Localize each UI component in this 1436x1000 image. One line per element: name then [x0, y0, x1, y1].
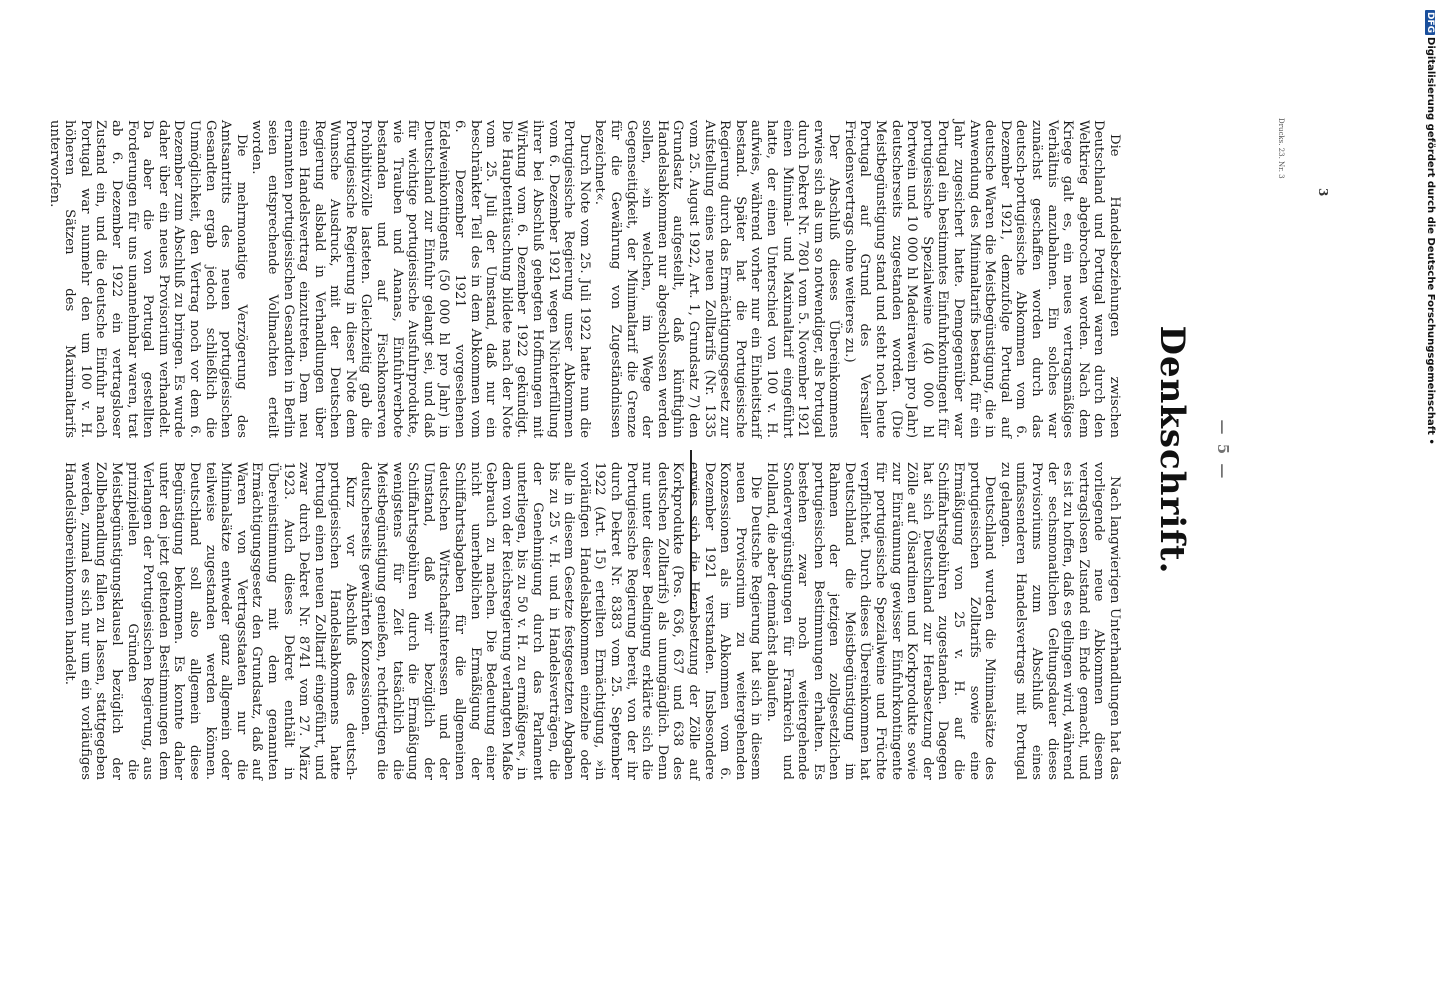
text-column-right: [62, 462, 1122, 780]
paragraph: Die mehrmonatige Verzögerung des Amtsantritts des neuen portugiesischen Gesandten ergab jedoch schließlich die Unmöglichkeit, den Vertrag noch vor dem 6. Dezember zum Abschluß zu bringen. Es wurde daher über ein neues Provisorium verhandelt. Da aber die von Portugal gestellten Forderungen für uns unannehmbar waren, trat ab 6. Dezember 1922 ein vertragsloser Zustand ein, und die deutsche Einfuhr nach Portugal war nunmehr den um 100 v. H. höheren Sätzen des Maximaltarifs unterworfen.: [46, 120, 249, 438]
end-rule-divider: [690, 450, 692, 610]
rotated-document-sheet: [46, 120, 1232, 780]
paragraph: Die Deutsche Regierung hat sich in diesem neuen Provisorium zu weitergehenden Konzessionen als im Abkommen vom 6. Dezember 1921 verstanden. Insbesondere erwies sich die Herabsetzung der Zölle auf Korkprodukte (Pos. 636, 637 und 638 des deutschen Zolltarifs) als unumgänglich. Denn nur unter dieser Bedingung erklärte sich die Portugiesische Regierung bereit, von der ihr durch Dekret Nr. 8383 vom 25. September 1922 (Art. 15) erteilten Ermächtigung, »in vorläufigen Handelsabkommen einzelne oder alle in diesem Gesetze festgesetzten Abgaben bis zu 25 v. H. und in Handelsverträgen, die der Genehmigung durch das Parlament unterliegen, bis zu 50 v. H. zu ermäßigen«, in dem von der Reichsregierung verlangten Maße Gebrauch zu machen. Die Bedeutung einer nicht unerheblichen Ermäßigung der Schiffahrtsabgaben für die allgemeinen deutschen Wirtschaftsinteressen und der Umstand, daß wir bezüglich der Schiffahrtsgebühren durch die Ermäßigung wenigstens für Zeit tatsächlich die Meistbegünstigung genießen, rechtfertigen die deutscherseits gewährten Konzessionen.: [358, 462, 764, 780]
paragraph: Die Handelsbeziehungen zwischen Deutschland und Portugal waren durch den Weltkrieg abgebrochen worden. Nach dem Kriege galt es, ein neues vertragsmäßiges Verhältnis anzubahnen. Ein solches war zunächst geschaffen worden durch das deutsch-portugiesische Abkommen vom 6. Dezember 1921, demzufolge Portugal auf deutsche Waren die Meistbegünstigung, die in Anwendung des Minimaltarifs bestand, für ein Jahr zugesichert hatte. Demgegenüber war Portugal ein bestimmtes Einfuhrkontingent für portugiesische Spezialweine (40 000 hl Portwein und 10 000 hl Madeirawein pro Jahr) deutscherseits zugestanden worden. (Die Meistbegünstigung stand und steht noch heute Portugal auf Grund des Versailler Friedensvertrags ohne weiteres zu.): [841, 120, 1122, 438]
digitization-credit: [1425, 10, 1436, 445]
paragraph: Deutschland wurden die Minimalsätze des portugiesischen Zolltarifs sowie eine Ermäßigung von 25 v. H. auf die Schiffahrtsgebühren zugestanden. Dagegen hat sich Deutschland zur Herabsetzung der Zölle auf Ölsardinen und Korkprodukte sowie zur Einräumung gewisser Einfuhrkontingente für portugiesische Spezialweine und Früchte verpflichtet. Durch dieses Übereinkommen hat Deutschland die Meistbegünstigung im Rahmen der jetzigen zollgesetzlichen portugiesischen Bestimmungen erhalten. Es bestehen zwar noch weitergehende Sondervergünstigungen für Frankreich und Holland, die aber demnächst ablaufen.: [763, 462, 998, 780]
margin-reference: Drucks. 23. Nr. 3: [1277, 118, 1285, 179]
paragraph: Durch Note vom 25. Juli 1922 hatte nun die Portugiesische Regierung unser Abkommen vom 6. Dezember 1921 wegen Nichterfüllung ihrer bei Abschluß gehegten Hoffnungen mit Wirkung vom 6. Dezember 1922 gekündigt. Die Hauptenttäuschung bildete nach der Note vom 25. Juli der Umstand, daß nur ein beschränkter Teil des in dem Abkommen vom 6. Dezember 1921 vorgesehenen Edelweinkontingents (50 000 hl pro Jahr) in Deutschland zur Einfuhr gelangt sei, und daß für wichtige portugiesische Ausfuhrprodukte, wie Trauben und Ananas, Einfuhrverbote bestanden und auf Fischkonserven Prohibitivzölle lasteten. Gleichzeitig gab die Portugiesische Regierung in dieser Note dem Wunsche Ausdruck, mit der Deutschen Regierung alsbald in Verhandlungen über einen Handelsvertrag einzutreten. Dem neu ernannten portugiesischen Gesandten in Berlin seien entsprechende Vollmachten erteilt worden.: [249, 120, 592, 438]
paragraph: Nach langwierigen Unterhandlungen hat das vorliegende neue Abkommen diesem vertragslosen Zustand ein Ende gemacht, und es ist zu hoffen, daß es gelingen wird, während der sechsmonatlichen Geltungsdauer dieses Provisoriums zum Abschluß eines umfassenderen Handelsvertrags mit Portugal zu gelangen.: [997, 462, 1122, 780]
document-title: Denkschrift.: [1152, 325, 1192, 575]
paragraph: Der Abschluß dieses Übereinkommens erwies sich als um so notwendiger, als Portugal durch Dekret Nr. 7801 vom 5. November 1921 einen Minimal- und Maximaltarif eingeführt hatte, der einen Unterschied von 100 v. H. aufwies, während vorher nur ein Einheitstarif bestand. Später hat die Portugiesische Regierung durch das Ermächtigungsgesetz zur Aufstellung eines neuen Zolltarifs (Nr. 1335 vom 25. August 1922, Art. 1, Grundsatz 7) den Grundsatz aufgestellt, daß künftighin Handelsabkommen nur abgeschlossen werden sollen, »in welchen, im Wege der Gegenseitigkeit, der Minimaltarif die Grenze für die Gewährung von Zugeständnissen bezeichnet«.: [592, 120, 842, 438]
paragraph: Kurz vor Abschluß des deutsch-portugiesischen Handelsabkommens hatte Portugal einen neuen Zolltarif eingeführt, und zwar durch Dekret Nr. 8741 vom 27. März 1923. Auch dieses Dekret enthält in Übereinstimmung mit dem genannten Ermächtigungsgesetz den Grundsatz, daß auf Waren von Vertragsstaaten nur die Minimalsätze entweder ganz allgemein oder teilweise zugestanden werden können. Deutschland soll also allgemein diese Begünstigung bekommen. Es konnte daher unter den jetzt geltenden Bestimmungen dem Verlangen der Portugiesischen Regierung, aus prinzipiellen Gründen die Meistbegünstigungsklausel bezüglich der Zollbehandlung fallen zu lassen, stattgegeben werden, zumal es sich nur um ein vorläufiges Handelsübereinkommen handelt.: [62, 462, 358, 780]
page-number: — 5 —: [1214, 419, 1232, 481]
credit-text: Digitalisierung gefördert durch die Deutsche Forschungsgemeinschaft •: [1425, 37, 1436, 445]
dfg-logo-icon: DFG: [1425, 12, 1435, 34]
margin-number: 3: [1316, 188, 1330, 197]
text-column-left: [46, 120, 1122, 438]
